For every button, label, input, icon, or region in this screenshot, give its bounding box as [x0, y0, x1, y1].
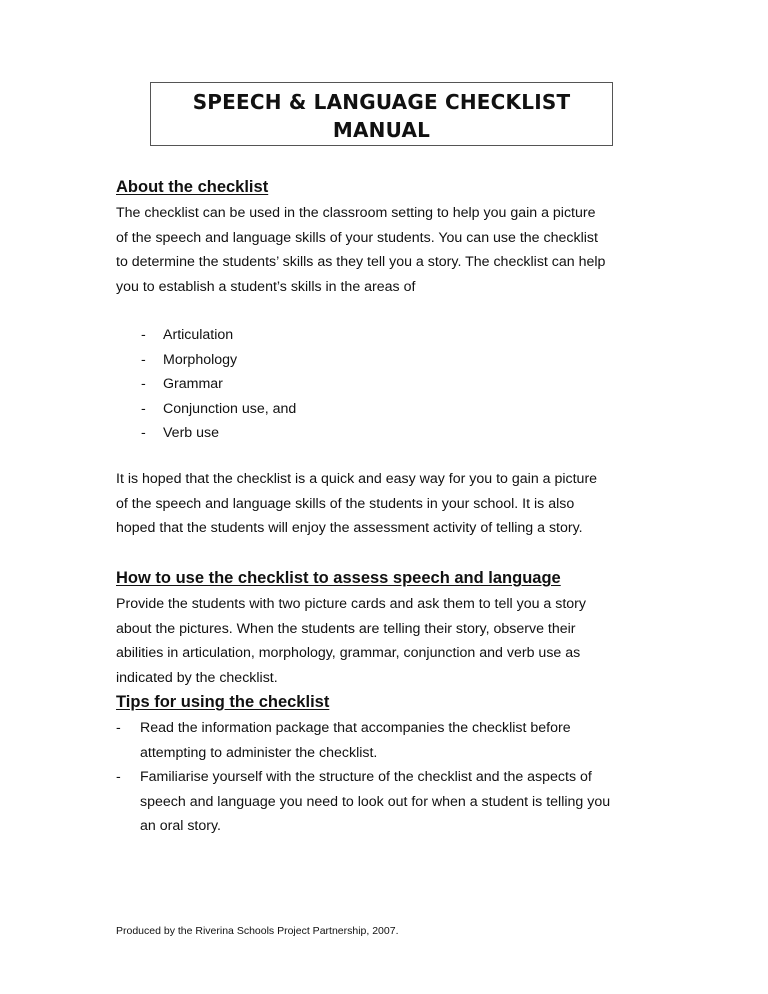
list-dash: - — [141, 376, 146, 392]
closing-line: It is hoped that the checklist is a quick and easy way for you to gain a picture — [116, 471, 598, 487]
list-item-text: Grammar — [163, 376, 223, 392]
title-line-2: MANUAL — [332, 118, 431, 142]
tip-text — [140, 716, 571, 765]
tip-line: attempting to administer the checklist. — [140, 744, 378, 761]
list-item-text: Conjunction use, and — [163, 400, 297, 417]
tip-dash: - — [116, 720, 121, 736]
heading-how: How to use the checklist to assess speech and language — [116, 569, 561, 587]
list-dash: - — [141, 400, 146, 417]
title-box — [150, 82, 613, 146]
tip-line: Familiarise yourself with the structure of the checklist and the aspects of — [140, 769, 592, 785]
closing-paragraph — [116, 467, 661, 541]
about-line: to determine the students’ skills as they tell you a story. The checklist can help — [116, 254, 606, 270]
how-paragraph — [116, 592, 661, 690]
how-line: Provide the students with two picture cards and ask them to tell you a story — [116, 596, 586, 612]
list-item-text: Verb use — [163, 425, 220, 441]
how-line: about the pictures. When the students are telling their story, observe their — [116, 620, 576, 637]
tip-dash: - — [116, 769, 121, 785]
title-line-1: SPEECH & LANGUAGE CHECKLIST — [192, 90, 571, 114]
tip-line: Read the information package that accompanies the checklist before — [140, 720, 571, 736]
about-line: The checklist can be used in the classroom setting to help you gain a picture — [116, 205, 596, 221]
heading-about: About the checklist — [116, 178, 269, 196]
heading-tips: Tips for using the checklist — [116, 693, 330, 711]
how-line: indicated by the checklist. — [116, 669, 278, 686]
tip-text — [140, 765, 610, 839]
about-line: of the speech and language skills of your students. You can use the checklist — [116, 229, 598, 246]
list-dash: - — [141, 351, 146, 368]
list-dash: - — [141, 327, 146, 343]
footer-credit: Produced by the Riverina Schools Project Partnership, 2007. — [116, 925, 399, 937]
about-line: you to establish a student’s skills in the areas of — [116, 278, 416, 295]
closing-line: hoped that the students will enjoy the assessment activity of telling a story. — [116, 520, 583, 536]
about-paragraph — [116, 201, 661, 299]
tip-line: speech and language you need to look out for when a student is telling you — [140, 793, 611, 810]
tip-line: an oral story. — [140, 818, 221, 834]
list-item-text: Articulation — [163, 327, 234, 343]
how-line: abilities in articulation, morphology, grammar, conjunction and verb use as — [116, 645, 581, 661]
list-dash: - — [141, 425, 146, 441]
closing-line: of the speech and language skills of the students in your school. It is also — [116, 495, 575, 512]
list-item-text: Morphology — [163, 351, 238, 368]
